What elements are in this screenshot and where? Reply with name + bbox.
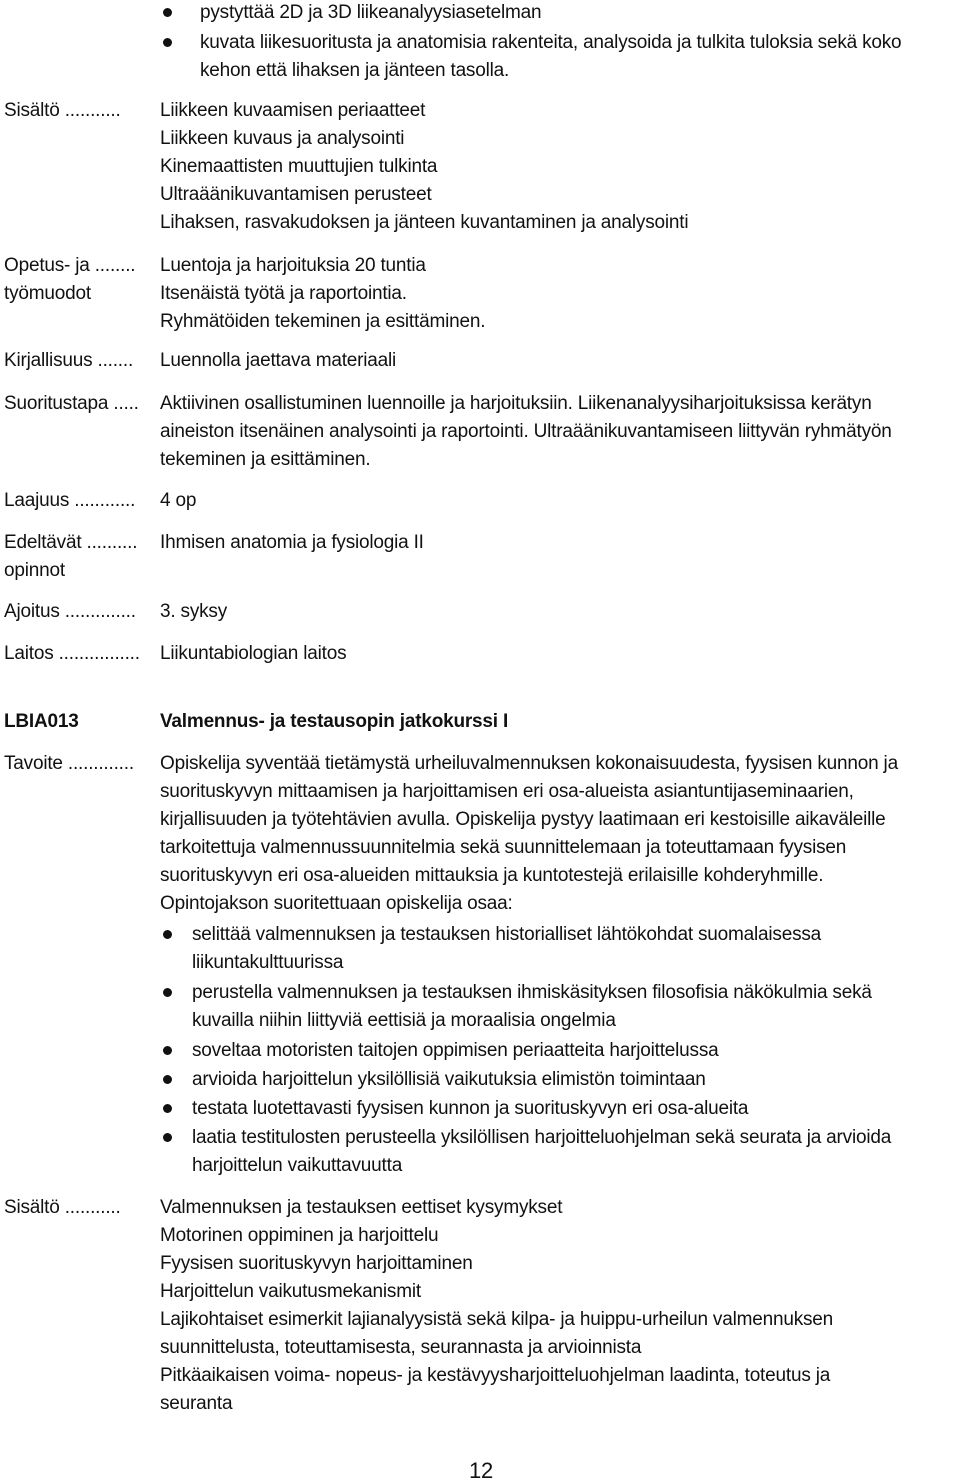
top-bullet-text: kuvata liikesuoritusta ja anatomisia rakenteita, analysoida ja tulkita tuloksia sekä koko bbox=[200, 32, 902, 53]
bullet-dot bbox=[163, 1133, 172, 1142]
kirjallisuus-value: Luennolla jaettava materiaali bbox=[160, 350, 397, 371]
laajuus-label: Laajuus ............ bbox=[4, 490, 136, 511]
sisalto2-line: seuranta bbox=[160, 1393, 233, 1414]
laitos-value: Liikuntabiologian laitos bbox=[160, 643, 347, 664]
sisalto-line: Ultraäänikuvantamisen perusteet bbox=[160, 184, 432, 205]
tavoite-line: tarkoitettuja valmennussuunnitelmia sekä suunnittelemaan ja toteuttamaan fyysisen bbox=[160, 837, 847, 858]
objective-bullet-text: selittää valmennuksen ja testauksen historialliset lähtökohdat suomalaisessa bbox=[192, 924, 822, 945]
bullet-dot bbox=[163, 1104, 172, 1113]
bullet-dot bbox=[163, 38, 172, 47]
opetus-line: Ryhmätöiden tekeminen ja esittäminen. bbox=[160, 311, 486, 332]
suoritustapa-line: aineiston itsenäinen analysointi ja raportointi. Ultraäänikuvantamiseen liittyvän ryhmätyön bbox=[160, 421, 892, 442]
page-number: 12 bbox=[469, 1458, 494, 1483]
suoritustapa-line: Aktiivinen osallistuminen luennoille ja harjoituksiin. Liikenanalyysiharjoituksissa kerätyn bbox=[160, 393, 872, 414]
tavoite-line: Opiskelija syventää tietämystä urheiluvalmennuksen kokonaisuudesta, fyysisen kunnon ja bbox=[160, 753, 898, 774]
tavoite-label: Tavoite ............. bbox=[4, 753, 134, 774]
objective-bullet-text: perustella valmennuksen ja testauksen ihmiskäsityksen filosofisia näkökulmia sekä bbox=[192, 982, 872, 1003]
course-code: LBIA013 bbox=[4, 711, 79, 732]
objective-bullet-text: testata luotettavasti fyysisen kunnon ja suorituskyvyn eri osa-alueita bbox=[192, 1098, 749, 1119]
course-title: Valmennus- ja testausopin jatkokurssi I bbox=[160, 711, 509, 732]
tavoite-line: suorituskyvyn mittaamisen ja harjoittamisen eri osa-alueista asiantuntijaseminaarien, bbox=[160, 781, 854, 802]
sisalto-line: Kinemaattisten muuttujien tulkinta bbox=[160, 156, 438, 177]
sisalto2-line: Valmennuksen ja testauksen eettiset kysymykset bbox=[160, 1197, 563, 1218]
objective-bullet-text: laatia testitulosten perusteella yksilöllisen harjoitteluohjelman sekä seurata ja arvioida bbox=[192, 1127, 892, 1148]
suoritustapa-label: Suoritustapa ..... bbox=[4, 393, 139, 414]
objective-bullet-text: kuvailla niihin liittyviä eettisiä ja moraalisia ongelmia bbox=[192, 1010, 616, 1031]
objective-bullet-text: harjoittelun vaikuttavuutta bbox=[192, 1155, 403, 1176]
kirjallisuus-label: Kirjallisuus ....... bbox=[4, 350, 134, 371]
objective-bullet-text: soveltaa motoristen taitojen oppimisen periaatteita harjoittelussa bbox=[192, 1040, 719, 1061]
laajuus-value: 4 op bbox=[160, 490, 197, 511]
sisalto-line: Liikkeen kuvaamisen periaatteet bbox=[160, 100, 426, 121]
edeltavat-label: Edeltävät .......... bbox=[4, 532, 138, 553]
top-bullet-text: pystyttää 2D ja 3D liikeanalyysiasetelman bbox=[200, 2, 542, 23]
sisalto2-line: suunnittelusta, toteuttamisesta, seurannasta ja arvioinnista bbox=[160, 1337, 642, 1358]
edeltavat-label-2: opinnot bbox=[4, 560, 65, 581]
tavoite-line: suorituskyvyn eri osa-alueiden mittauksia ja kuntotestejä erilaisille kohderyhmille. bbox=[160, 865, 824, 886]
edeltavat-value: Ihmisen anatomia ja fysiologia II bbox=[160, 532, 424, 553]
tavoite-line: Opintojakson suoritettuaan opiskelija osaa: bbox=[160, 893, 513, 914]
sisalto2-line: Harjoittelun vaikutusmekanismit bbox=[160, 1281, 421, 1302]
sisalto-line: Lihaksen, rasvakudoksen ja jänteen kuvantaminen ja analysointi bbox=[160, 212, 689, 233]
ajoitus-label: Ajoitus .............. bbox=[4, 601, 136, 622]
tavoite-line: kirjallisuuden ja työtehtävien avulla. Opiskelija pystyy laatimaan eri kestoisille aikaväleille bbox=[160, 809, 886, 830]
suoritustapa-line: tekeminen ja esittäminen. bbox=[160, 449, 371, 470]
sisalto2-line: Lajikohtaiset esimerkit lajianalyysistä sekä kilpa- ja huippu-urheilun valmennuksen bbox=[160, 1309, 834, 1330]
opetus-line: Luentoja ja harjoituksia 20 tuntia bbox=[160, 255, 426, 276]
sisalto2-line: Pitkäaikaisen voima- nopeus- ja kestävyysharjoitteluohjelman laadinta, toteutus ja bbox=[160, 1365, 831, 1386]
sisalto-label: Sisältö ........... bbox=[4, 100, 121, 121]
sisalto-line: Liikkeen kuvaus ja analysointi bbox=[160, 128, 405, 149]
bullet-dot bbox=[163, 988, 172, 997]
laitos-label: Laitos ................ bbox=[4, 643, 140, 664]
opetus-label: Opetus- ja ........ bbox=[4, 255, 136, 276]
objective-bullet-text: arvioida harjoittelun yksilöllisiä vaikutuksia elimistön toimintaan bbox=[192, 1069, 706, 1090]
sisalto2-line: Fyysisen suorituskyvyn harjoittaminen bbox=[160, 1253, 473, 1274]
top-bullet-text: kehon että lihaksen ja jänteen tasolla. bbox=[200, 60, 510, 81]
objective-bullet-text: liikuntakulttuurissa bbox=[192, 952, 344, 973]
sisalto2-line: Motorinen oppiminen ja harjoittelu bbox=[160, 1225, 439, 1246]
bullet-dot bbox=[163, 1046, 172, 1055]
sisalto2-label: Sisältö ........... bbox=[4, 1197, 121, 1218]
bullet-dot bbox=[163, 8, 172, 17]
bullet-dot bbox=[163, 1075, 172, 1084]
ajoitus-value: 3. syksy bbox=[160, 601, 228, 622]
opetus-line: Itsenäistä työtä ja raportointia. bbox=[160, 283, 407, 304]
bullet-dot bbox=[163, 930, 172, 939]
opetus-label-2: työmuodot bbox=[4, 283, 91, 304]
